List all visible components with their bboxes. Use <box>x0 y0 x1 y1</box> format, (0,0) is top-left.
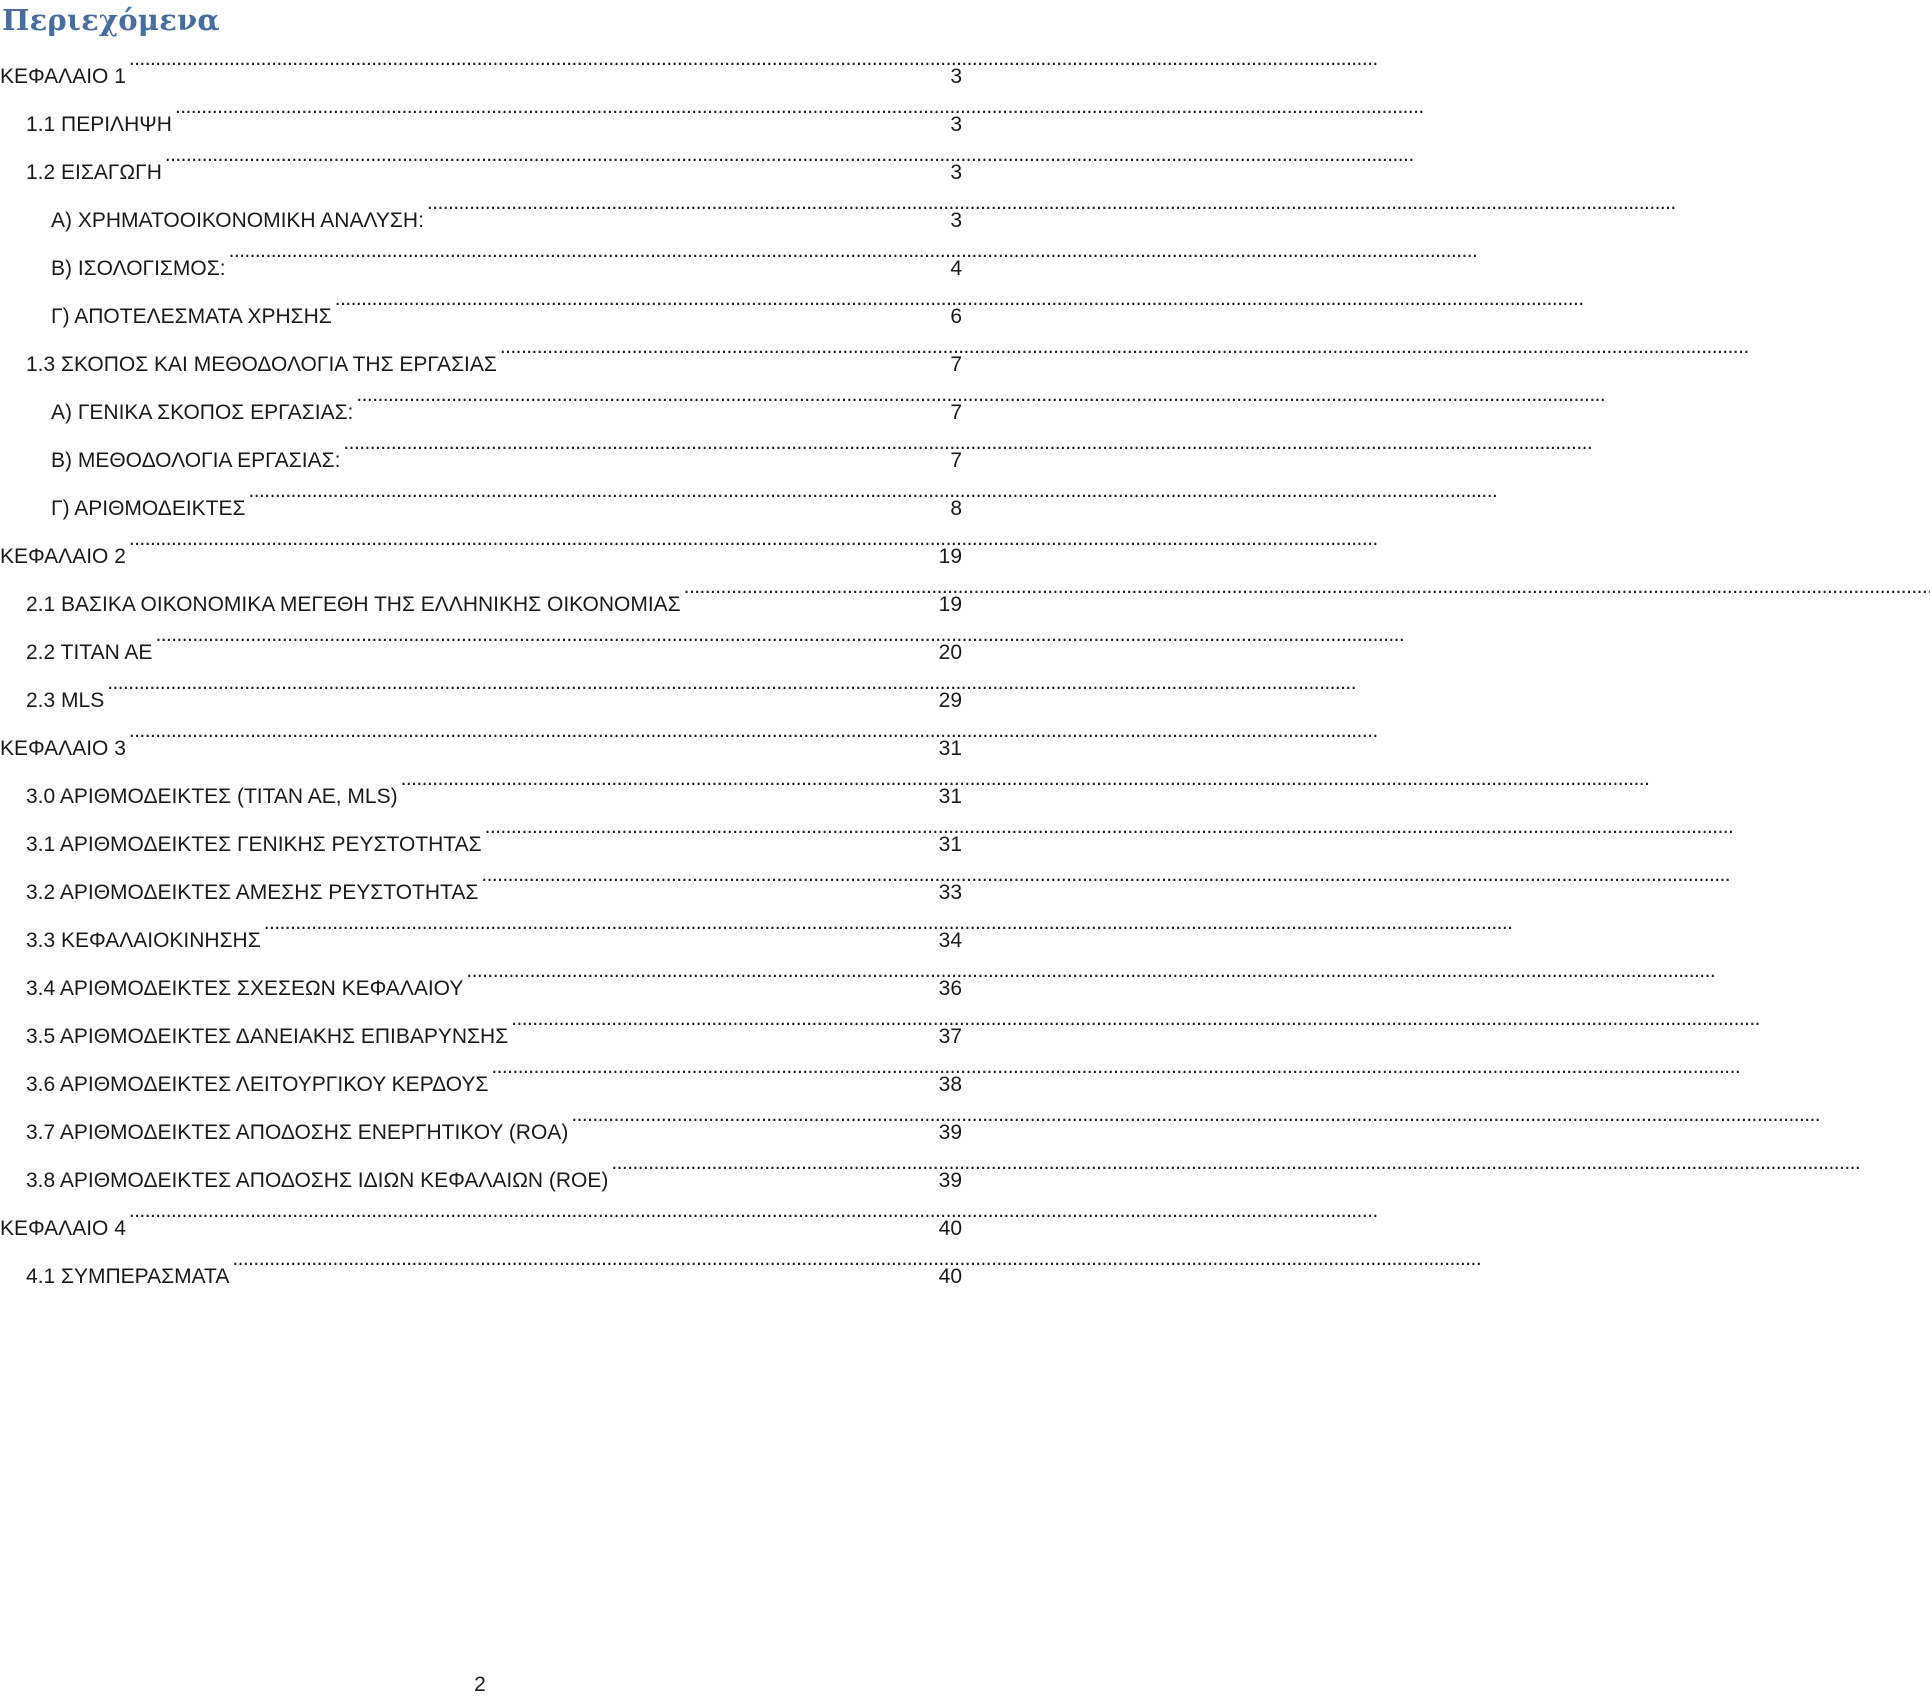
dot-leader <box>165 131 945 179</box>
dot-leader <box>129 707 936 755</box>
toc-entry-page-number: 39 <box>938 1121 962 1144</box>
dot-leader <box>571 1091 935 1139</box>
toc-entry-page-number: 3 <box>950 65 962 88</box>
toc-entry-page-number: 33 <box>938 881 962 904</box>
toc-entry[interactable] <box>0 515 962 568</box>
dot-leader <box>491 1043 935 1091</box>
toc-entry-label: 3.2 ΑΡΙΘΜΟΔΕΙΚΤΕΣ ΑΜΕΣΗΣ ΡΕΥΣΤΟΤΗΤΑΣ <box>26 881 479 904</box>
toc-entry-page-number: 4 <box>950 257 962 280</box>
toc-entry-page-number: 3 <box>950 209 962 232</box>
dot-leader <box>427 179 945 227</box>
toc-entry-page-number: 31 <box>938 785 962 808</box>
toc-entry[interactable] <box>0 755 962 808</box>
toc-entry[interactable] <box>0 1235 962 1288</box>
dot-leader <box>249 467 946 515</box>
toc-entry-label: ΚΕΦΑΛΑΙΟ 3 <box>0 737 126 760</box>
toc-entry[interactable] <box>0 1187 962 1240</box>
toc-entry-label: 1.1 ΠΕΡΙΛΗΨΗ <box>26 113 172 136</box>
toc-title: Περιεχόμενα <box>2 3 220 37</box>
dot-leader <box>129 515 936 563</box>
dot-leader <box>264 899 936 947</box>
toc-entry-label: 2.1 ΒΑΣΙΚΑ ΟΙΚΟΝΟΜΙΚΑ ΜΕΓΕΘΗ ΤΗΣ ΕΛΛΗΝΙΚΗΣ ΟΙΚΟΝΟΜΙΑΣ <box>26 593 681 616</box>
toc-list <box>0 35 962 1288</box>
dot-leader <box>335 275 945 323</box>
toc-entry-label: Α) ΓΕΝΙΚΑ ΣΚΟΠΟΣ ΕΡΓΑΣΙΑΣ: <box>51 401 354 424</box>
toc-entry-page-number: 7 <box>950 353 962 376</box>
toc-entry[interactable] <box>0 659 962 712</box>
toc-entry-page-number: 36 <box>938 977 962 1000</box>
toc-entry-page-number: 7 <box>950 401 962 424</box>
toc-entry-page-number: 37 <box>938 1025 962 1048</box>
dot-leader <box>107 659 935 707</box>
toc-entry-label: 1.3 ΣΚΟΠΟΣ ΚΑΙ ΜΕΘΟΔΟΛΟΓΙΑ ΤΗΣ ΕΡΓΑΣΙΑΣ <box>26 353 497 376</box>
dot-leader <box>466 947 935 995</box>
toc-entry-page-number: 19 <box>938 593 962 616</box>
dot-leader <box>356 371 945 419</box>
toc-entry-label: ΚΕΦΑΛΑΙΟ 4 <box>0 1217 126 1240</box>
dot-leader <box>232 1235 935 1283</box>
dot-leader <box>611 1139 935 1187</box>
toc-entry-label: 3.5 ΑΡΙΘΜΟΔΕΙΚΤΕΣ ΔΑΝΕΙΑΚΗΣ ΕΠΙΒΑΡΥΝΣΗΣ <box>26 1025 509 1048</box>
dot-leader <box>343 419 945 467</box>
toc-entry-label: 4.1 ΣΥΜΠΕΡΑΣΜΑΤΑ <box>26 1265 230 1288</box>
toc-entry-label: 3.7 ΑΡΙΘΜΟΔΕΙΚΤΕΣ ΑΠΟΔΟΣΗΣ ΕΝΕΡΓΗΤΙΚΟΥ (ROA) <box>26 1121 569 1144</box>
toc-entry-page-number: 34 <box>938 929 962 952</box>
toc-entry-label: 3.4 ΑΡΙΘΜΟΔΕΙΚΤΕΣ ΣΧΕΣΕΩΝ ΚΕΦΑΛΑΙΟΥ <box>26 977 464 1000</box>
toc-entry-page-number: 31 <box>938 833 962 856</box>
toc-entry-label: 1.2 ΕΙΣΑΓΩΓΗ <box>26 161 162 184</box>
toc-entry[interactable] <box>0 563 962 616</box>
toc-entry-label: 3.0 ΑΡΙΘΜΟΔΕΙΚΤΕΣ (ΤΙΤΑΝ ΑΕ, MLS) <box>26 785 398 808</box>
toc-entry-label: Α) ΧΡΗΜΑΤΟΟΙΚΟΝΟΜΙΚΗ ΑΝΑΛΥΣΗ: <box>51 209 424 232</box>
toc-entry-label: 3.6 ΑΡΙΘΜΟΔΕΙΚΤΕΣ ΛΕΙΤΟΥΡΓΙΚΟΥ ΚΕΡΔΟΥΣ <box>26 1073 489 1096</box>
dot-leader <box>684 563 936 611</box>
toc-entry-page-number: 40 <box>938 1217 962 1240</box>
toc-entry-page-number: 39 <box>938 1169 962 1192</box>
toc-entry-label: Β) ΜΕΘΟΔΟΛΟΓΙΑ ΕΡΓΑΣΙΑΣ: <box>51 449 341 472</box>
toc-entry-page-number: 29 <box>938 689 962 712</box>
toc-entry-label: ΚΕΦΑΛΑΙΟ 1 <box>0 65 126 88</box>
toc-entry-page-number: 31 <box>938 737 962 760</box>
toc-entry-page-number: 19 <box>938 545 962 568</box>
toc-entry-page-number: 3 <box>950 113 962 136</box>
toc-entry[interactable] <box>0 83 962 136</box>
dot-leader <box>481 851 935 899</box>
toc-entry-label: ΚΕΦΑΛΑΙΟ 2 <box>0 545 126 568</box>
toc-entry-label: 3.1 ΑΡΙΘΜΟΔΕΙΚΤΕΣ ΓΕΝΙΚΗΣ ΡΕΥΣΤΟΤΗΤΑΣ <box>26 833 482 856</box>
toc-entry-page-number: 6 <box>950 305 962 328</box>
toc-entry-page-number: 3 <box>950 161 962 184</box>
dot-leader <box>500 323 945 371</box>
toc-entry-label: 2.3 MLS <box>26 689 105 712</box>
toc-entry-label: Γ) ΑΡΙΘΜΟΔΕΙΚΤΕΣ <box>51 497 246 520</box>
toc-entry-label: 3.3 ΚΕΦΑΛΑΙΟΚΙΝΗΣΗΣ <box>26 929 261 952</box>
dot-leader <box>229 227 945 275</box>
toc-entry-label: Γ) ΑΠΟΤΕΛΕΣΜΑΤΑ ΧΡΗΣΗΣ <box>51 305 332 328</box>
toc-entry-page-number: 20 <box>938 641 962 664</box>
toc-entry-page-number: 7 <box>950 449 962 472</box>
dot-leader <box>129 1187 936 1235</box>
toc-entry-page-number: 38 <box>938 1073 962 1096</box>
dot-leader <box>175 83 945 131</box>
toc-entry[interactable] <box>0 707 962 760</box>
toc-entry-label: 3.8 ΑΡΙΘΜΟΔΕΙΚΤΕΣ ΑΠΟΔΟΣΗΣ ΙΔΙΩΝ ΚΕΦΑΛΑΙΩΝ (ROE) <box>26 1169 609 1192</box>
toc-entry-page-number: 8 <box>950 497 962 520</box>
dot-leader <box>155 611 935 659</box>
toc-entry[interactable] <box>0 35 962 88</box>
dot-leader <box>129 35 945 83</box>
dot-leader <box>511 995 935 1043</box>
dot-leader <box>485 803 936 851</box>
dot-leader <box>401 755 936 803</box>
toc-entry-label: Β) ΙΣΟΛΟΓΙΣΜΟΣ: <box>51 257 226 280</box>
toc-entry-label: 2.2 ΤΙΤΑΝ ΑΕ <box>26 641 153 664</box>
page-number: 2 <box>474 1673 486 1696</box>
toc-entry-page-number: 40 <box>938 1265 962 1288</box>
